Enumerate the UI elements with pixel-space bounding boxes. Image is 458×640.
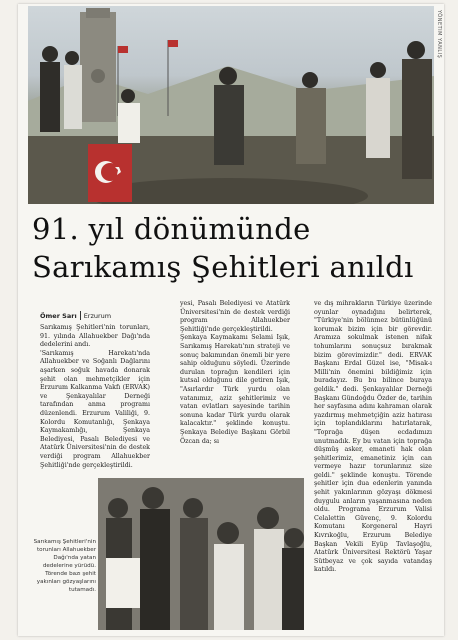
headline: [32, 210, 432, 286]
article-column-3: ve dış mihrakların Türkiye üzerinde oyunlar oynadığını belirterek, "Türkiye'nin bölünmez bütünlüğünü korumak bizim için bir görevdir. Aramıza sokulmak istenen nifak tohumlarını sonuçsuz bırakmak bizim görevimizdir." dedi. ERVAK Başkanı Erdal Güzel ise, "Misak-ı Milli'nin önemini bildiğimiz için buradayız. Bu bu bilince buraya geldik." dedi. Şenkayalılar Derneği Başkanı Gündoğdu Özder de, tarihin her sayfasına adını kahraman olarak yazdırmış mehmetçiğin aziz hatırası için toplandıklarını hatırlatarak, "Toprağa düşen ecdadımızı unutmadık. Ey bu vatan için toprağa düşmüş asker, emaneti hak olan şehitlerimiz, emanetiniz için can vermeye hazır torunlarınız size geldi." şeklinde konuştu. Törende şehitler için dua edenlerin yanında şehit yakınlarının gözyaşı dökmesi duygulu anların yaşanmasına neden oldu. Programa Erzurum Valisi Celalettin Güvenç, 9. Kolordu Komutanı Korgeneral Hayri Kıvrıkoğlu, Erzurum Belediye Başkan Vekili Eyüp Tavlaşoğlu, Atatürk Üniversitesi Rektörü Yaşar Sütbeyaz ve çok sayıda vatandaş katıldı.: [314, 300, 432, 574]
photo-caption: Sarıkamış Şehitleri'nin torunları Allahuekber Dağı'nda yatan dedelerine yürüdü. Törende bazı şehit yakınları gözyaşlarını tutamadı.: [33, 539, 96, 593]
bottom-photo-crowd: [98, 478, 304, 630]
article-column-2: yesi, Pasalı Belediyesi ve Atatürk Üniversitesi'nin de destek verdiği program Allahuekber Şehitliği'nde gerçekleştirildi. Şenkaya Kaymakamı Selami Işık, Sarıkamış Harekatı'nın strateji ve sonuç bakımından önemli bir yere sahip olduğunu söyledi. Üzerinde durulan toprağın kendileri için kutsal olduğunu dile getiren Işık, "Asırlardır Türk yurdu olan vatanımız, aziz şehitlerimiz ve vatan evlatları sayesinde tarihin sonuna kadar Türk yurdu olarak kalacaktır." şeklinde konuştu. Şenkaya Belediye Başkanı Görbil Özcan da; sı: [180, 300, 290, 445]
headline-line-2: Sarıkamış Şehitleri anıldı: [32, 250, 414, 284]
byline-author: Ömer Sarı: [40, 312, 77, 320]
byline: [40, 311, 111, 320]
article-column-1: Sarıkamış Şehitleri'nin torunları, 91. yılında Allahuekber Dağı'nda dedelerini andı. 'Sarıkamış Harekatı'nda Allahuekber ve Soğanlı Dağlarını aşarken soğuk havada donarak şehit olan mehmetçikler için Erzurum Kalkanma Vakfı (ERVAK) ve Şenkayalılar Derneği tarafından anma programı düzenlendi. Erzurum Valiliği, 9. Kolordu Komutanlığı, Şenkaya Kaymakamlığı, Şenkaya Belediyesi, Pasalı Belediyesi ve Atatürk Üniversitesi'nin de destek verdiği program Allahuekber Şehitliği'nde gerçekleştirildi.: [40, 324, 150, 469]
byline-location: Erzurum: [83, 312, 112, 320]
headline-line-1: 91. yıl dönümünde: [32, 212, 311, 246]
photo-side-credit: YÖNETIM YANLIŞ: [436, 10, 442, 59]
top-photo-ceremony: [28, 6, 434, 204]
byline-separator: [80, 311, 81, 320]
newspaper-page: [18, 4, 444, 636]
